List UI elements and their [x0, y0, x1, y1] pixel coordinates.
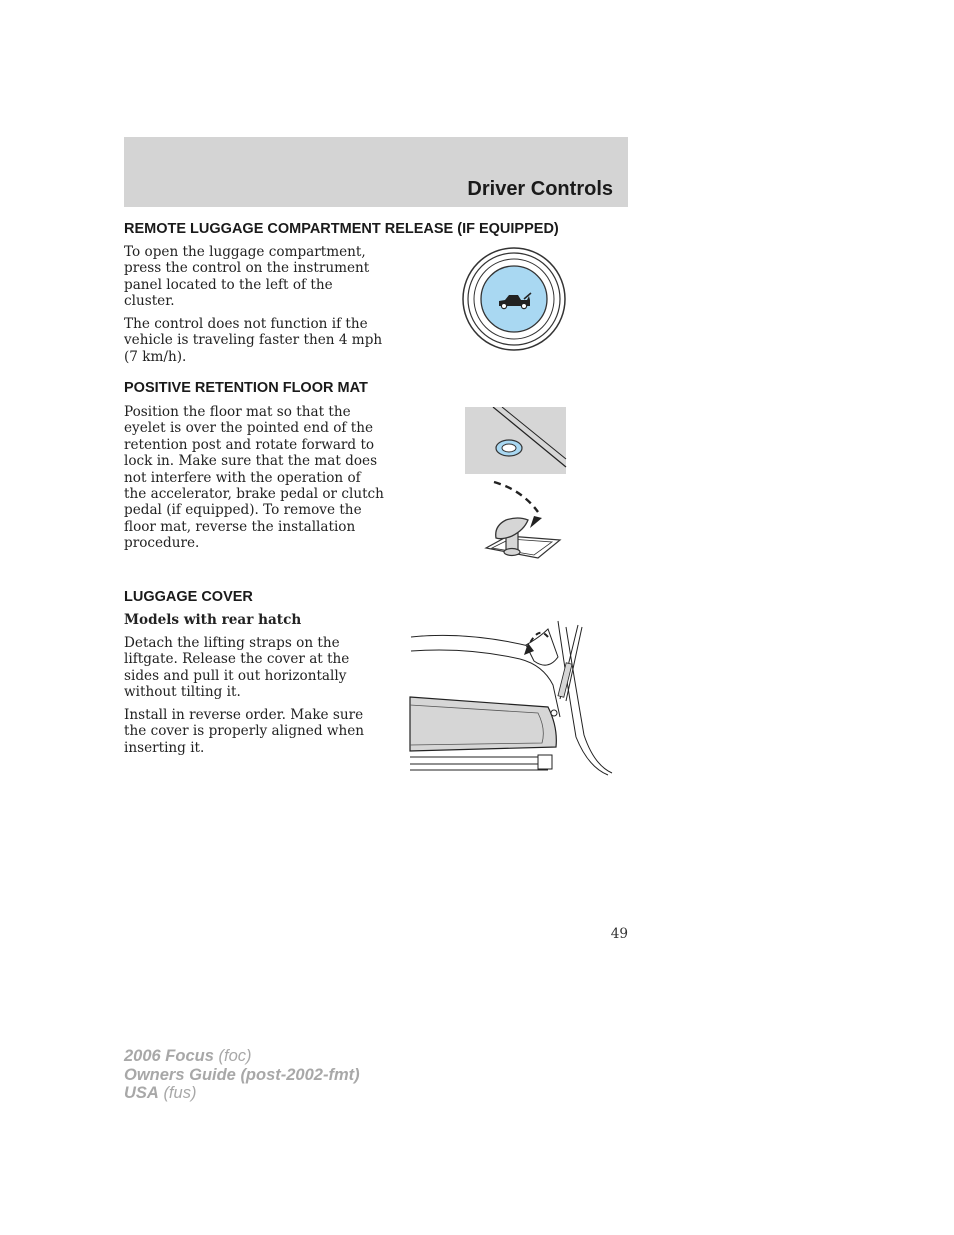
footer-market-code: (fus): [163, 1084, 197, 1102]
floor-mat-eyelet-icon: [465, 407, 567, 475]
subheading-rear-hatch: Models with rear hatch: [124, 612, 302, 628]
heading-remote-luggage-release: REMOTE LUGGAGE COMPARTMENT RELEASE (IF EQUIPPED): [124, 221, 559, 237]
footer-line-1: [124, 1047, 360, 1066]
section-title: Driver Controls: [467, 178, 613, 200]
retention-post-icon: [482, 478, 564, 566]
paragraph-luggage-release-2: The control does not function if the vehicle is traveling faster then 4 mph (7 km/h).: [124, 316, 383, 365]
heading-floor-mat: POSITIVE RETENTION FLOOR MAT: [124, 380, 368, 396]
paragraph-luggage-cover-1: Detach the lifting straps on the liftgate. Release the cover at the sides and pull it out horizontally without tilting it.: [124, 635, 350, 701]
document-footer: [124, 1047, 360, 1103]
trunk-release-button-icon: [460, 245, 568, 353]
section-header-band: [124, 137, 628, 207]
luggage-cover-icon: [408, 617, 614, 779]
paragraph-luggage-release-1: To open the luggage compartment, press the control on the instrument panel located to the left of the cluster.: [124, 244, 370, 310]
footer-model: 2006 Focus: [124, 1047, 214, 1065]
footer-market: USA: [124, 1084, 159, 1102]
footer-guide: Owners Guide (post-2002-fmt): [124, 1065, 360, 1084]
footer-line-2: [124, 1066, 360, 1085]
footer-model-code: (foc): [218, 1047, 252, 1065]
paragraph-luggage-cover-2: Install in reverse order. Make sure the cover is properly aligned when inserting it.: [124, 707, 365, 756]
heading-luggage-cover: LUGGAGE COVER: [124, 589, 253, 605]
page-number: 49: [610, 926, 628, 942]
paragraph-floor-mat: Position the floor mat so that the eyelet is over the pointed end of the retention post and rotate forward to lock in. Make sure that the mat does not interfere with the operation of the accelerator, brake pedal or clutch pedal (if equipped). To remove the floor mat, reverse the installation procedure.: [124, 404, 384, 552]
footer-line-3: [124, 1084, 360, 1103]
